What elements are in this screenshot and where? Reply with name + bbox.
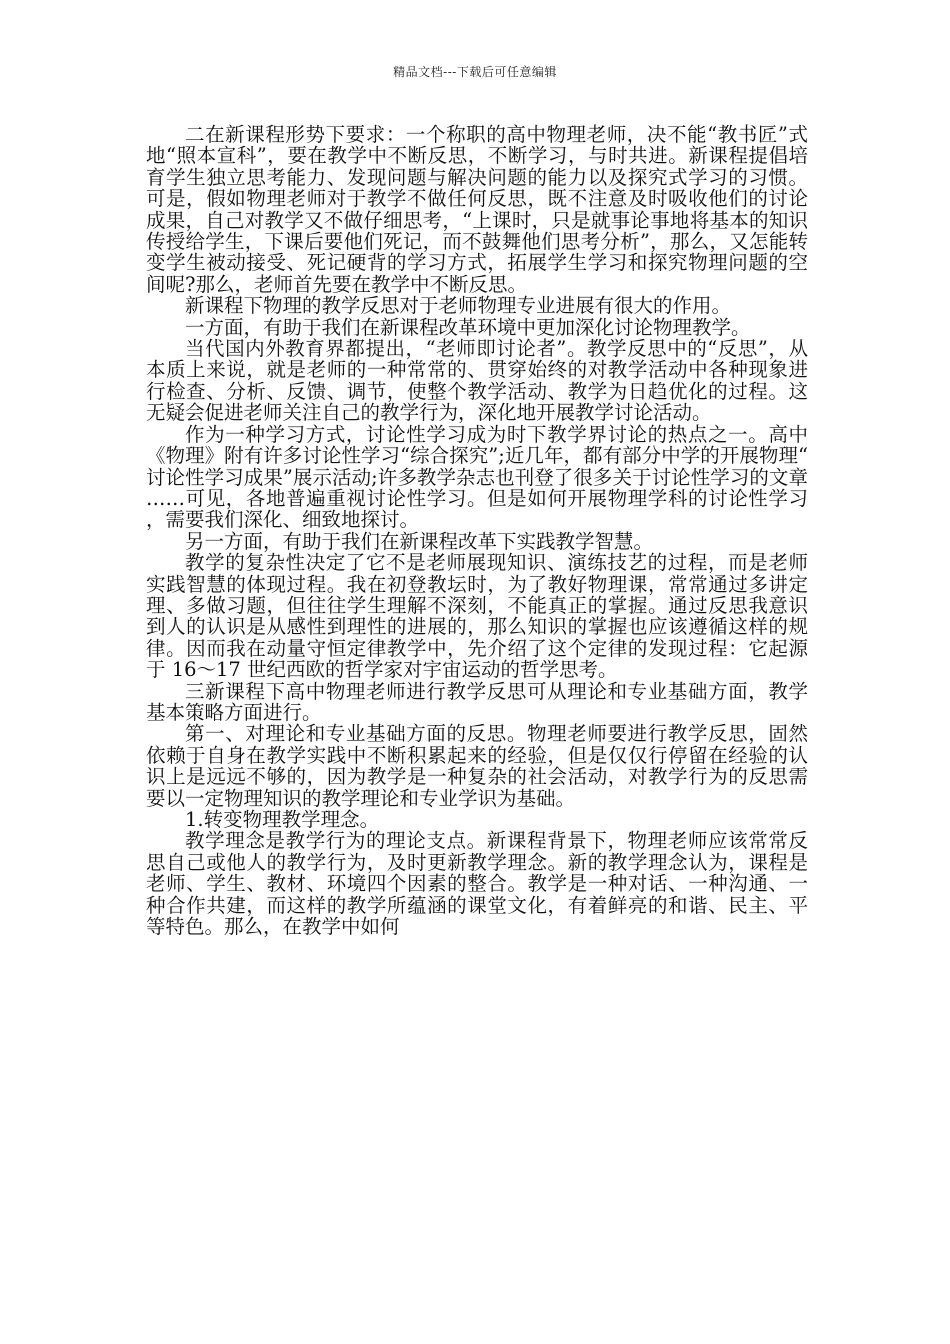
paragraph: 教学的复杂性决定了它不是老师展现知识、演练技艺的过程，而是老师实践智慧的体现过程。我在初登教坛时，为了教好物理课，常常通过多讲定理、多做习题，但往往学生理解不深刻，不能真正的掌握。通过反思我意识到人的认识是从感性到理性的进展的，那么知识的掌握也应该遵循这样的规律。因而我在动量守恒定律教学中，先介绍了这个定律的发现过程：它起源于 16～17 世纪西欧的哲学家对宇宙运动的哲学思考。 (146, 551, 808, 682)
paragraph: 第一、对理论和专业基础方面的反思。物理老师要进行教学反思，固然依赖于自身在教学实践中不断积累起来的经验，但是仅仅行停留在经验的认识上是远远不够的，因为教学是一种复杂的社会活动，对教学行为的反思需要以一定物理知识的教学理论和专业学识为基础。 (146, 722, 808, 810)
document-body (146, 124, 808, 937)
paragraph: 一方面，有助于我们在新课程改革环境中更加深化讨论物理教学。 (185, 315, 751, 339)
paragraph: 当代国内外教育界都提出，“老师即讨论者”。教学反思中的“反思”，从本质上来说，就是老师的一种常常的、贯穿始终的对教学活动中各种现象进行检查、分析、反馈、调节，使整个教学活动、教学为日趋优化的过程。这无疑会促进老师关注自己的教学行为，深化地开展教学讨论活动。 (146, 337, 808, 425)
paragraph: 二在新课程形势下要求：一个称职的高中物理老师，决不能“教书匠”式地“照本宣科”，要在教学中不断反思，不断学习，与时共进。新课程提倡培育学生独立思考能力、发现问题与解决问题的能力以及探究式学习的习惯。可是，假如物理老师对于教学不做任何反思，既不注意及时吸收他们的讨论成果，自己对教学又不做仔细思考，“上课时，只是就事论事地将基本的知识传授给学生，下课后要他们死记，而不鼓舞他们思考分析”，那么，又怎能转变学生被动接受、死记硬背的学习方式，拓展学生学习和探究物理问题的空间呢?那么，老师首先要在教学中不断反思。 (146, 123, 808, 296)
list-heading: 1.转变物理教学理念。 (185, 808, 380, 831)
paragraph: 教学理念是教学行为的理论支点。新课程背景下，物理老师应该常常反思自己或他人的教学行为，及时更新教学理念。新的教学理念认为，课程是老师、学生、教材、环境四个因素的整合。教学是一种对话、一种沟通、一种合作共建，而这样的教学所蕴涵的课堂文化，有着鲜亮的和谐、民主、平等特色。那么，在教学中如何 (146, 829, 808, 939)
paragraph: 三新课程下高中物理老师进行教学反思可从理论和专业基础方面，教学基本策略方面进行。 (146, 679, 808, 724)
paragraph: 另一方面，有助于我们在新课程改革下实践教学智慧。 (185, 529, 654, 553)
paragraph: 新课程下物理的教学反思对于老师物理专业进展有很大的作用。 (185, 294, 732, 318)
page-header: 精品文档---下载后可任意编辑 (393, 65, 557, 79)
paragraph: 作为一种学习方式，讨论性学习成为时下教学界讨论的热点之一。高中《物理》附有许多讨论性学习“综合探究”;近几年，都有部分中学的开展物理“讨论性学习成果”展示活动;许多教学杂志也刊登了很多关于讨论性学习的文章……可见，各地普遍重视讨论性学习。但是如何开展物理学科的讨论性学习，需要我们深化、细致地探讨。 (146, 422, 808, 532)
